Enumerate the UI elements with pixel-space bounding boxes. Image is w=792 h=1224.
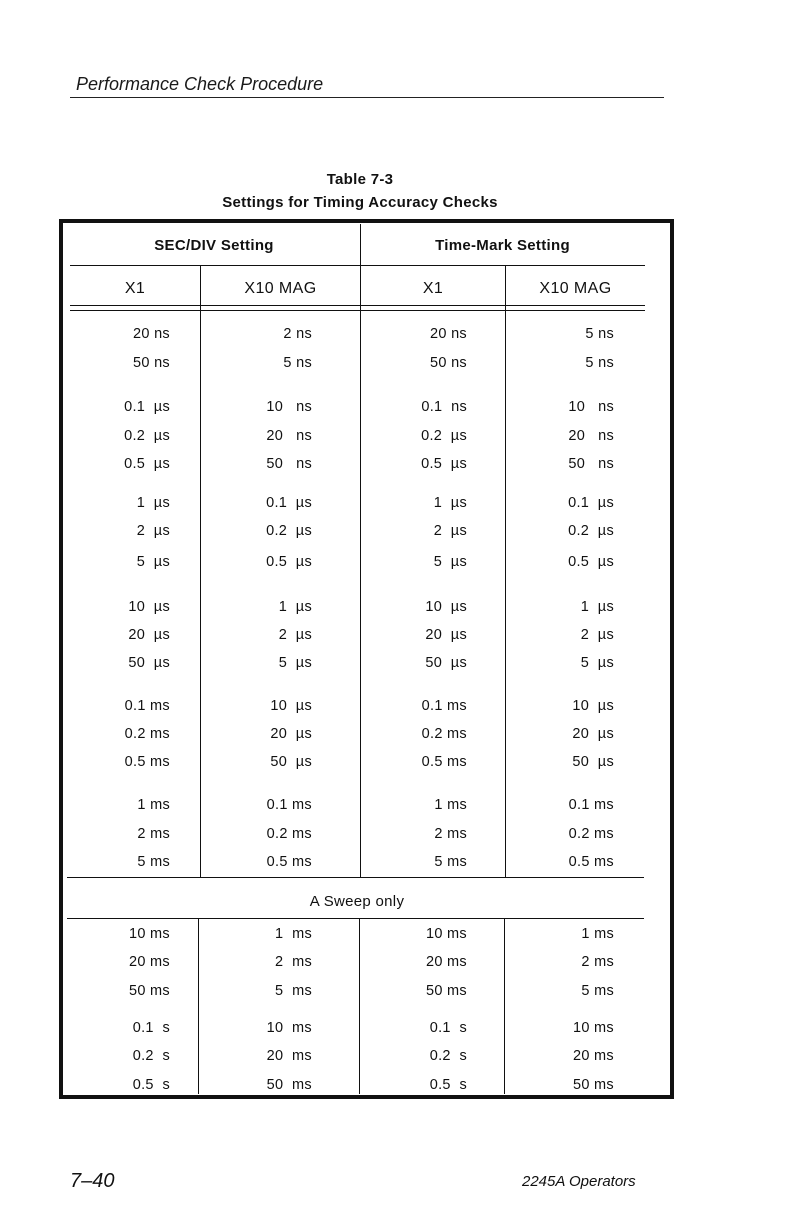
- table-cell-r2-c2: 0.1 ns: [421, 399, 467, 415]
- group-header-rule: [70, 265, 645, 266]
- group-header-time-mark: Time-Mark Setting: [435, 237, 570, 254]
- table-cell-r15-c2: 2 ms: [434, 826, 467, 842]
- table-cell-r8-c3: 1 µs: [580, 599, 614, 615]
- sweep-cell-r4-c0: 0.2 s: [132, 1048, 170, 1064]
- table-cell-r2-c1: 10 ns: [266, 399, 312, 415]
- divider-groups-top: [360, 224, 361, 266]
- table-cell-r16-c2: 5 ms: [434, 854, 467, 870]
- sweep-cell-r4-c3: 20 ms: [573, 1048, 614, 1064]
- table-cell-r0-c2: 20 ns: [430, 326, 467, 342]
- table-cell-r8-c1: 1 µs: [278, 599, 312, 615]
- table-caption-title: Settings for Timing Accuracy Checks: [222, 194, 498, 211]
- table-cell-r11-c0: 0.1 ms: [124, 698, 170, 714]
- divider-3-upper: [505, 266, 506, 878]
- column-header-x1-time: X1: [422, 280, 444, 297]
- table-cell-r6-c1: 0.2 µs: [266, 523, 312, 539]
- table-cell-r5-c3: 0.1 µs: [568, 495, 614, 511]
- sweep-cell-r1-c1: 2 ms: [275, 954, 312, 970]
- sweep-cell-r3-c1: 10 ms: [266, 1020, 312, 1036]
- table-cell-r2-c3: 10 ns: [568, 399, 614, 415]
- sweep-cell-r3-c2: 0.1 s: [429, 1020, 467, 1036]
- divider-2-lower: [359, 918, 360, 1094]
- table-cell-r6-c2: 2 µs: [433, 523, 467, 539]
- header-rule: [70, 97, 664, 98]
- sweep-cell-r5-c2: 0.5 s: [429, 1077, 467, 1093]
- sweep-cell-r2-c1: 5 ms: [275, 983, 312, 999]
- table-cell-r3-c1: 20 ns: [266, 428, 312, 444]
- table-cell-r3-c2: 0.2 µs: [421, 428, 467, 444]
- page-number: 7–40: [70, 1170, 115, 1192]
- table-cell-r14-c1: 0.1 ms: [266, 797, 312, 813]
- table-cell-r12-c1: 20 µs: [270, 726, 312, 742]
- table-cell-r4-c2: 0.5 µs: [421, 456, 467, 472]
- table-cell-r9-c0: 20 µs: [128, 627, 170, 643]
- table-cell-r16-c1: 0.5 ms: [266, 854, 312, 870]
- table-cell-r10-c0: 50 µs: [128, 655, 170, 671]
- table-cell-r1-c1: 5 ns: [283, 355, 312, 371]
- table-cell-r13-c2: 0.5 ms: [421, 754, 467, 770]
- divider-3-lower: [504, 918, 505, 1094]
- table-cell-r9-c2: 20 µs: [425, 627, 467, 643]
- table-cell-r14-c0: 1 ms: [137, 797, 170, 813]
- sweep-cell-r1-c2: 20 ms: [426, 954, 467, 970]
- sweep-section-label: A Sweep only: [309, 893, 405, 910]
- sweep-cell-r3-c3: 10 ms: [573, 1020, 614, 1036]
- table-cell-r11-c3: 10 µs: [572, 698, 614, 714]
- table-cell-r10-c1: 5 µs: [278, 655, 312, 671]
- table-cell-r12-c0: 0.2 ms: [124, 726, 170, 742]
- sweep-cell-r4-c2: 0.2 s: [429, 1048, 467, 1064]
- table-cell-r16-c3: 0.5 ms: [568, 854, 614, 870]
- sweep-cell-r2-c3: 5 ms: [581, 983, 614, 999]
- column-header-x10mag-sec: X10 MAG: [244, 280, 317, 297]
- table-cell-r12-c3: 20 µs: [572, 726, 614, 742]
- table-cell-r8-c2: 10 µs: [425, 599, 467, 615]
- column-header-x1-sec: X1: [124, 280, 146, 297]
- table-cell-r10-c2: 50 µs: [425, 655, 467, 671]
- table-cell-r4-c1: 50 ns: [266, 456, 312, 472]
- table-cell-r0-c1: 2 ns: [283, 326, 312, 342]
- sweep-rule-top: [67, 877, 644, 878]
- sweep-cell-r0-c1: 1 ms: [275, 926, 312, 942]
- table-cell-r2-c0: 0.1 µs: [124, 399, 170, 415]
- table-cell-r7-c2: 5 µs: [433, 554, 467, 570]
- table-cell-r6-c0: 2 µs: [136, 523, 170, 539]
- table-cell-r1-c3: 5 ns: [585, 355, 614, 371]
- table-cell-r9-c3: 2 µs: [580, 627, 614, 643]
- table-cell-r4-c3: 50 ns: [568, 456, 614, 472]
- sweep-cell-r3-c0: 0.1 s: [132, 1020, 170, 1036]
- table-cell-r13-c0: 0.5 ms: [124, 754, 170, 770]
- table-caption-number: Table 7-3: [326, 171, 394, 188]
- sweep-cell-r0-c0: 10 ms: [129, 926, 170, 942]
- table-cell-r14-c2: 1 ms: [434, 797, 467, 813]
- divider-1-upper: [200, 266, 201, 878]
- group-header-sec-div: SEC/DIV Setting: [154, 237, 274, 254]
- manual-name: 2245A Operators: [522, 1173, 636, 1190]
- table-cell-r6-c3: 0.2 µs: [568, 523, 614, 539]
- table-cell-r5-c0: 1 µs: [136, 495, 170, 511]
- sweep-cell-r4-c1: 20 ms: [266, 1048, 312, 1064]
- table-cell-r0-c3: 5 ns: [585, 326, 614, 342]
- divider-1-lower: [198, 918, 199, 1094]
- table-cell-r10-c3: 5 µs: [580, 655, 614, 671]
- sweep-cell-r1-c3: 2 ms: [581, 954, 614, 970]
- table-cell-r7-c3: 0.5 µs: [568, 554, 614, 570]
- sweep-cell-r5-c0: 0.5 s: [132, 1077, 170, 1093]
- sweep-cell-r1-c0: 20 ms: [129, 954, 170, 970]
- table-cell-r7-c0: 5 µs: [136, 554, 170, 570]
- table-cell-r15-c0: 2 ms: [137, 826, 170, 842]
- sweep-cell-r0-c3: 1 ms: [581, 926, 614, 942]
- column-header-rule-bottom: [70, 310, 645, 311]
- table-cell-r1-c0: 50 ns: [133, 355, 170, 371]
- table-cell-r9-c1: 2 µs: [278, 627, 312, 643]
- column-header-x10mag-time: X10 MAG: [539, 280, 612, 297]
- sweep-cell-r2-c2: 50 ms: [426, 983, 467, 999]
- table-cell-r13-c3: 50 µs: [572, 754, 614, 770]
- table-cell-r5-c1: 0.1 µs: [266, 495, 312, 511]
- table-cell-r15-c3: 0.2 ms: [568, 826, 614, 842]
- table-cell-r3-c3: 20 ns: [568, 428, 614, 444]
- table-cell-r14-c3: 0.1 ms: [568, 797, 614, 813]
- table-cell-r15-c1: 0.2 ms: [266, 826, 312, 842]
- table-cell-r8-c0: 10 µs: [128, 599, 170, 615]
- table-cell-r7-c1: 0.5 µs: [266, 554, 312, 570]
- table-cell-r4-c0: 0.5 µs: [124, 456, 170, 472]
- table-cell-r12-c2: 0.2 ms: [421, 726, 467, 742]
- table-cell-r11-c2: 0.1 ms: [421, 698, 467, 714]
- page-header-title: Performance Check Procedure: [76, 74, 324, 94]
- sweep-rule-bottom: [67, 918, 644, 919]
- table-cell-r16-c0: 5 ms: [137, 854, 170, 870]
- table-cell-r3-c0: 0.2 µs: [124, 428, 170, 444]
- table-cell-r0-c0: 20 ns: [133, 326, 170, 342]
- table-cell-r13-c1: 50 µs: [270, 754, 312, 770]
- sweep-cell-r2-c0: 50 ms: [129, 983, 170, 999]
- sweep-cell-r5-c1: 50 ms: [266, 1077, 312, 1093]
- table-cell-r5-c2: 1 µs: [433, 495, 467, 511]
- sweep-cell-r5-c3: 50 ms: [573, 1077, 614, 1093]
- column-header-rule-top: [70, 305, 645, 306]
- sweep-cell-r0-c2: 10 ms: [426, 926, 467, 942]
- table-cell-r1-c2: 50 ns: [430, 355, 467, 371]
- table-cell-r11-c1: 10 µs: [270, 698, 312, 714]
